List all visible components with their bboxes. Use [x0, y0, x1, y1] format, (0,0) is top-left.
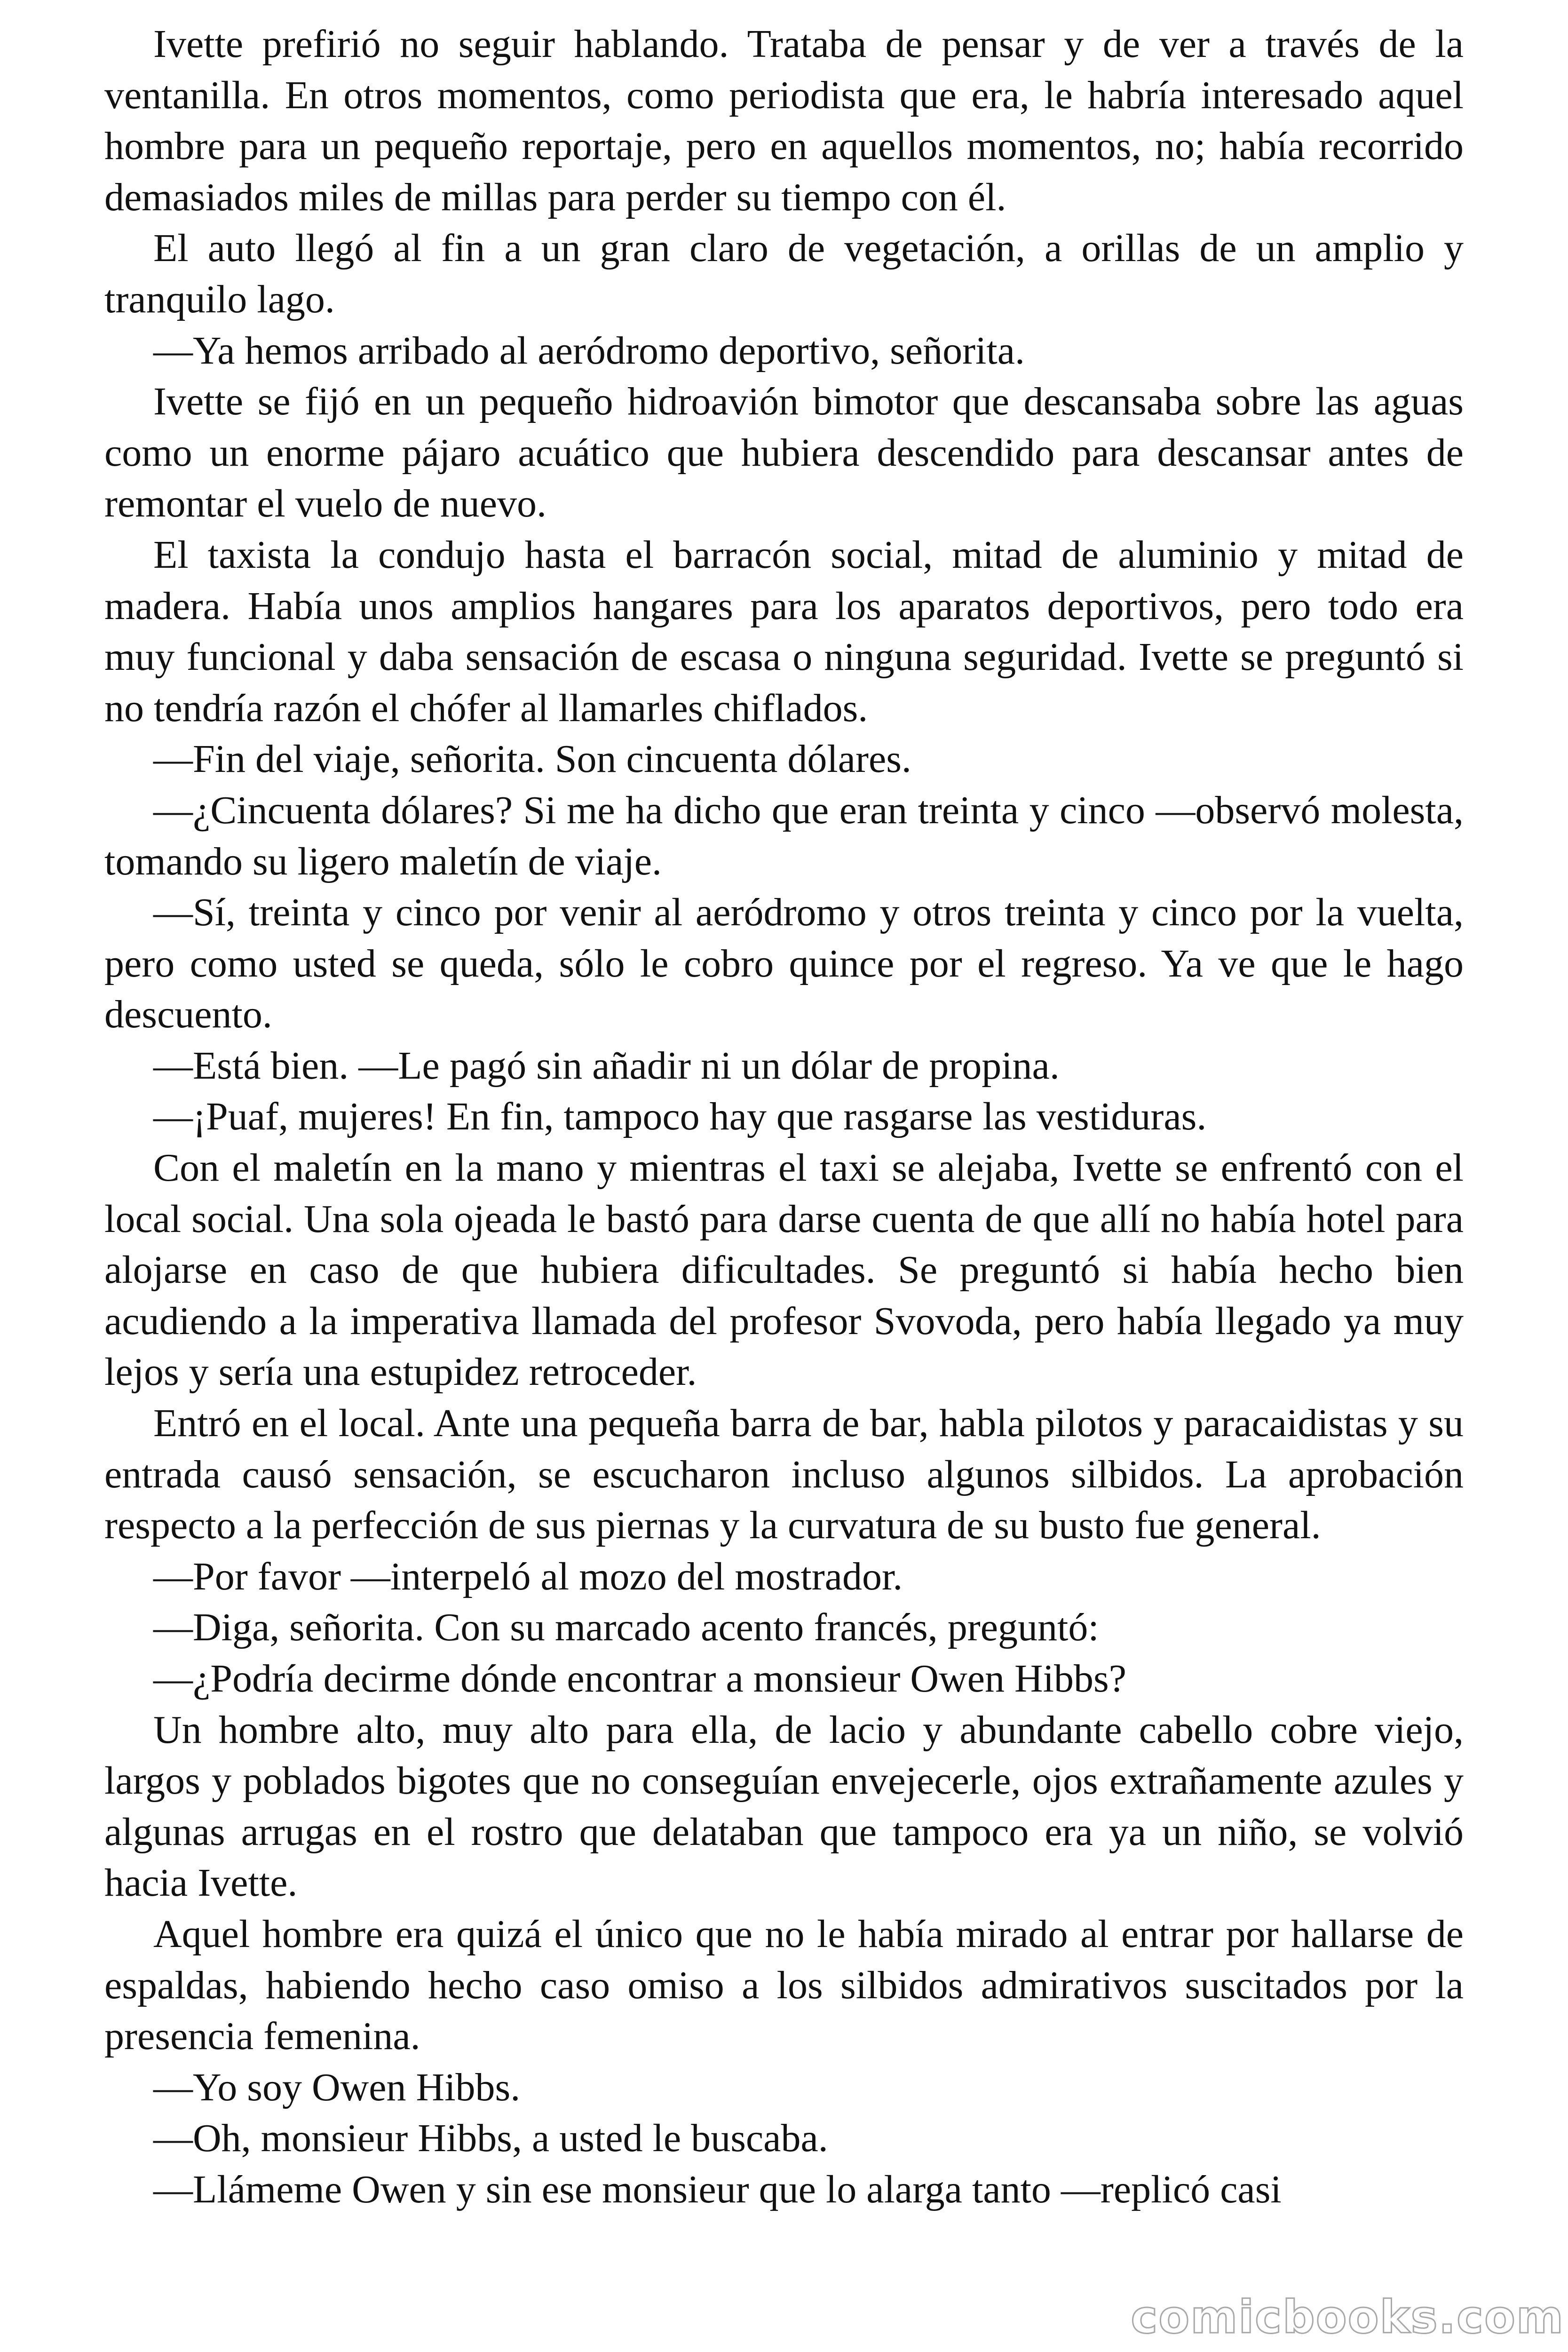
watermark: comicbooks.com: [1131, 2291, 1564, 2344]
paragraph: —¿Cincuenta dólares? Si me ha dicho que eran treinta y cinco —observó molesta, tomando su ligero maletín de viaje.: [104, 788, 1464, 883]
paragraph: —¿Podría decirme dónde encontrar a monsieur Owen Hibbs?: [153, 1657, 1126, 1700]
page-text: [104, 19, 1464, 2314]
paragraph: El auto llegó al fin a un gran claro de vegetación, a orillas de un amplio y tranquilo lago.: [104, 226, 1464, 321]
paragraph: —Fin del viaje, señorita. Son cincuenta dólares.: [153, 737, 911, 781]
paragraph: —Sí, treinta y cinco por venir al aeródromo y otros treinta y cinco por la vuelta, pero como usted se queda, sólo le cobro quince por el regreso. Ya ve que le hago descuento.: [104, 890, 1464, 1037]
paragraph: Un hombre alto, muy alto para ella, de lacio y abundante cabello cobre viejo, largos y poblados bigotes que no conseguían envejecerle, ojos extrañamente azules y algunas arrugas en el rostro que delataban que tampoco era ya un niño, se volvió hacia Ivette.: [104, 1708, 1464, 1905]
paragraph: —Está bien. —Le pagó sin añadir ni un dólar de propina.: [153, 1043, 1060, 1088]
paragraph: —Diga, señorita. Con su marcado acento francés, preguntó:: [153, 1605, 1099, 1650]
paragraph: —Llámeme Owen y sin ese monsieur que lo alarga tanto —replicó casi: [153, 2167, 1282, 2211]
paragraph: —Yo soy Owen Hibbs.: [153, 2065, 521, 2109]
paragraph: Ivette se fijó en un pequeño hidroavión bimotor que descansaba sobre las aguas como un enorme pájaro acuático que hubiera descendido para descansar antes de remontar el vuelo de nuevo.: [104, 380, 1464, 526]
paragraph: —Ya hemos arribado al aeródromo deportivo, señorita.: [153, 328, 1025, 373]
paragraph: Aquel hombre era quizá el único que no le había mirado al entrar por hallarse de espaldas, habiendo hecho caso omiso a los silbidos admirativos suscitados por la presencia femenina.: [104, 1912, 1464, 2058]
paragraph: Ivette prefirió no seguir hablando. Trataba de pensar y de ver a través de la ventanilla. En otros momentos, como periodista que era, le habría interesado aquel hombre para un pequeño reportaje, pero en aquellos momentos, no; había recorrido demasiados miles de millas para perder su tiempo con él.: [104, 22, 1464, 219]
paragraph: Entró en el local. Ante una pequeña barra de bar, habla pilotos y paracaidistas y su entrada causó sensación, se escucharon incluso algunos silbidos. La aprobación respecto a la perfección de sus piernas y la curvatura de su busto fue general.: [104, 1401, 1464, 1548]
paragraph: Con el maletín en la mano y mientras el taxi se alejaba, Ivette se enfrentó con el local social. Una sola ojeada le bastó para darse cuenta de que allí no había hotel para alojarse en caso de que hubiera dificultades. Se preguntó si había hecho bien acudiendo a la imperativa llamada del profesor Svovoda, pero había llegado ya muy lejos y sería una estupidez retroceder.: [104, 1146, 1464, 1394]
paragraph: —Por favor —interpeló al mozo del mostrador.: [153, 1554, 903, 1598]
paragraph: —¡Puaf, mujeres! En fin, tampoco hay que rasgarse las vestiduras.: [153, 1095, 1207, 1139]
paragraph: El taxista la condujo hasta el barracón social, mitad de aluminio y mitad de madera. Había unos amplios hangares para los aparatos deportivos, pero todo era muy funcional y daba sensación de escasa o ninguna seguridad. Ivette se preguntó si no tendría razón el chófer al llamarles chiflados.: [104, 532, 1464, 730]
paragraph: —Oh, monsieur Hibbs, a usted le buscaba.: [153, 2116, 828, 2161]
